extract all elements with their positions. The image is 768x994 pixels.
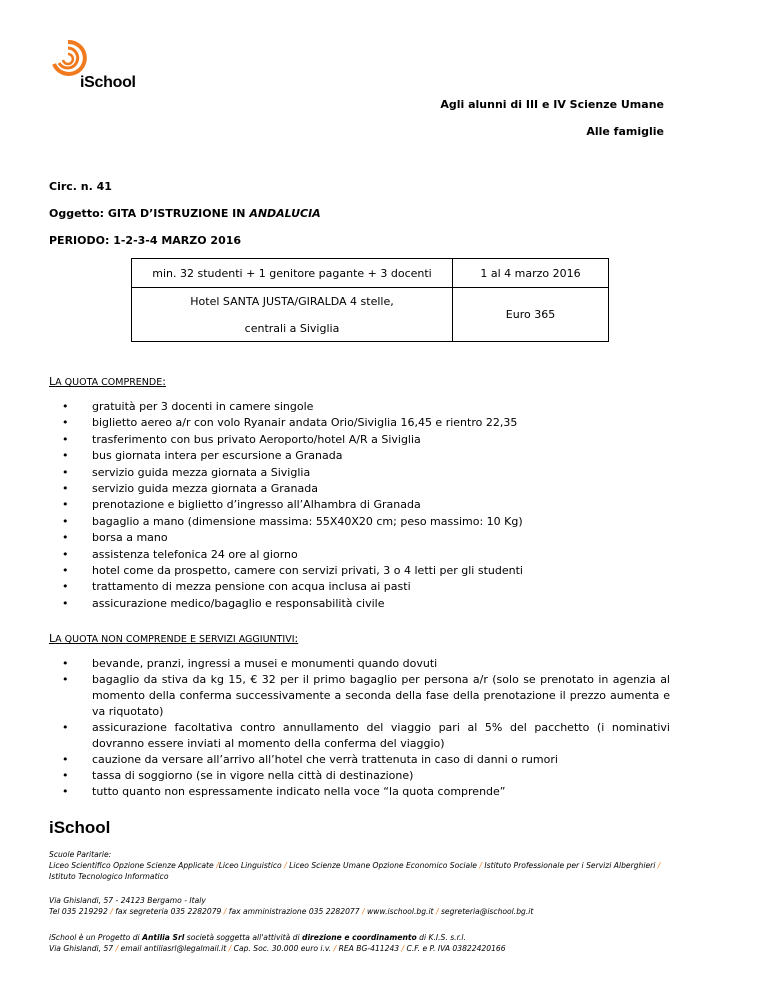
price-cell: Euro 365 bbox=[453, 288, 609, 342]
trip-info-table bbox=[131, 258, 609, 342]
list-item: • servizio guida mezza giornata a Granada bbox=[62, 481, 523, 497]
recipient-students: Agli alunni di III e IV Scienze Umane bbox=[440, 98, 664, 111]
recipient-families: Alle famiglie bbox=[586, 125, 664, 138]
list-item: • biglietto aereo a/r con volo Ryanair andata Orio/Siviglia 16,45 e rientro 22,35 bbox=[62, 415, 523, 431]
list-item: • bagaglio a mano (dimensione massima: 55X40X20 cm; peso massimo: 10 Kg) bbox=[62, 514, 523, 530]
hotel-line2: centrali a Siviglia bbox=[244, 321, 340, 335]
period-line: PERIODO: 1-2-3-4 MARZO 2016 bbox=[49, 234, 242, 247]
excludes-list bbox=[62, 656, 670, 800]
footer-legal bbox=[49, 932, 729, 954]
hotel-cell bbox=[132, 288, 453, 342]
list-item: • hotel come da prospetto, camere con servizi privati, 3 o 4 letti per gli studenti bbox=[62, 563, 523, 579]
school-logo bbox=[48, 38, 143, 94]
list-item: • trasferimento con bus privato Aeroporto/hotel A/R a Siviglia bbox=[62, 432, 523, 448]
footer-address bbox=[49, 895, 729, 917]
dates-cell: 1 al 4 marzo 2016 bbox=[453, 259, 609, 288]
list-item: • bevande, pranzi, ingressi a musei e monumenti quando dovuti bbox=[62, 656, 670, 672]
contacts-line: Tel 035 219292 / fax segreteria 035 2282079 / fax amministrazione 035 2282077 / www.ischool.bg.it / segreteria@ischool.bg.it bbox=[49, 907, 534, 916]
schools-line: Liceo Scientifico Opzione Scienze Applicate /Liceo Linguistico / Liceo Scienze Umane Opzione Economico Sociale / Istituto Professionale per i Servizi Alberghieri / Istituto Tecnologico Informatico bbox=[49, 861, 661, 881]
list-item: • servizio guida mezza giornata a Siviglia bbox=[62, 465, 523, 481]
project-line: iSchool è un Progetto di Antilia Srl società soggetta all'attività di direzione e coordinamento di K.I.S. s.r.l. bbox=[49, 933, 466, 942]
paritarie-label: Scuole Paritarie: bbox=[49, 850, 112, 859]
list-item: • assistenza telefonica 24 ore al giorno bbox=[62, 547, 523, 563]
list-item: • assicurazione medico/bagaglio e responsabilità civile bbox=[62, 596, 523, 612]
includes-heading: LA QUOTA COMPRENDE: bbox=[49, 375, 166, 388]
list-item: • tutto quanto non espressamente indicato nella voce “la quota comprende” bbox=[62, 784, 670, 800]
list-item: • bus giornata intera per escursione a Granada bbox=[62, 448, 523, 464]
list-item: • gratuità per 3 docenti in camere singole bbox=[62, 399, 523, 415]
circular-number: Circ. n. 41 bbox=[49, 180, 112, 193]
list-item: • tassa di soggiorno (se in vigore nella città di destinazione) bbox=[62, 768, 670, 784]
excludes-heading: LA QUOTA NON COMPRENDE E SERVIZI AGGIUNTIVI: bbox=[49, 632, 299, 645]
subject-line bbox=[49, 207, 321, 220]
address-line: Via Ghislandi, 57 - 24123 Bergamo - Italy bbox=[49, 896, 206, 905]
includes-list bbox=[62, 399, 523, 612]
footer-brand: iSchool bbox=[49, 818, 111, 837]
footer-schools bbox=[49, 849, 729, 882]
list-item: • assicurazione facoltativa contro annullamento del viaggio pari al 5% del pacchetto (i nominativi dovranno essere inviati al momento della conferma del viaggio) bbox=[62, 720, 670, 752]
list-item: • cauzione da versare all’arrivo all’hotel che verrà trattenuta in caso di danni o rumori bbox=[62, 752, 670, 768]
legal-line: Via Ghislandi, 57 / email antiliasrl@legalmail.it / Cap. Soc. 30.000 euro i.v. / REA BG-411243 / C.F. e P. IVA 03822420166 bbox=[49, 944, 506, 953]
list-item: • trattamento di mezza pensione con acqua inclusa ai pasti bbox=[62, 579, 523, 595]
participants-cell: min. 32 studenti + 1 genitore pagante + 3 docenti bbox=[132, 259, 453, 288]
subject-place: ANDALUCIA bbox=[249, 207, 321, 220]
logo-text: iSchool bbox=[80, 74, 136, 91]
hotel-line1: Hotel SANTA JUSTA/GIRALDA 4 stelle, bbox=[190, 294, 394, 308]
list-item: • prenotazione e biglietto d’ingresso all’Alhambra di Granada bbox=[62, 497, 523, 513]
list-item: • bagaglio da stiva da kg 15, € 32 per il primo bagaglio per persona a/r (solo se prenotato in agenzia al momento della conferma successivamente a seconda della fase della prenotazione il prezzo aumenta e va riquotato) bbox=[62, 672, 670, 720]
list-item: • borsa a mano bbox=[62, 530, 523, 546]
subject-prefix: Oggetto: GITA D’ISTRUZIONE IN bbox=[49, 207, 250, 220]
